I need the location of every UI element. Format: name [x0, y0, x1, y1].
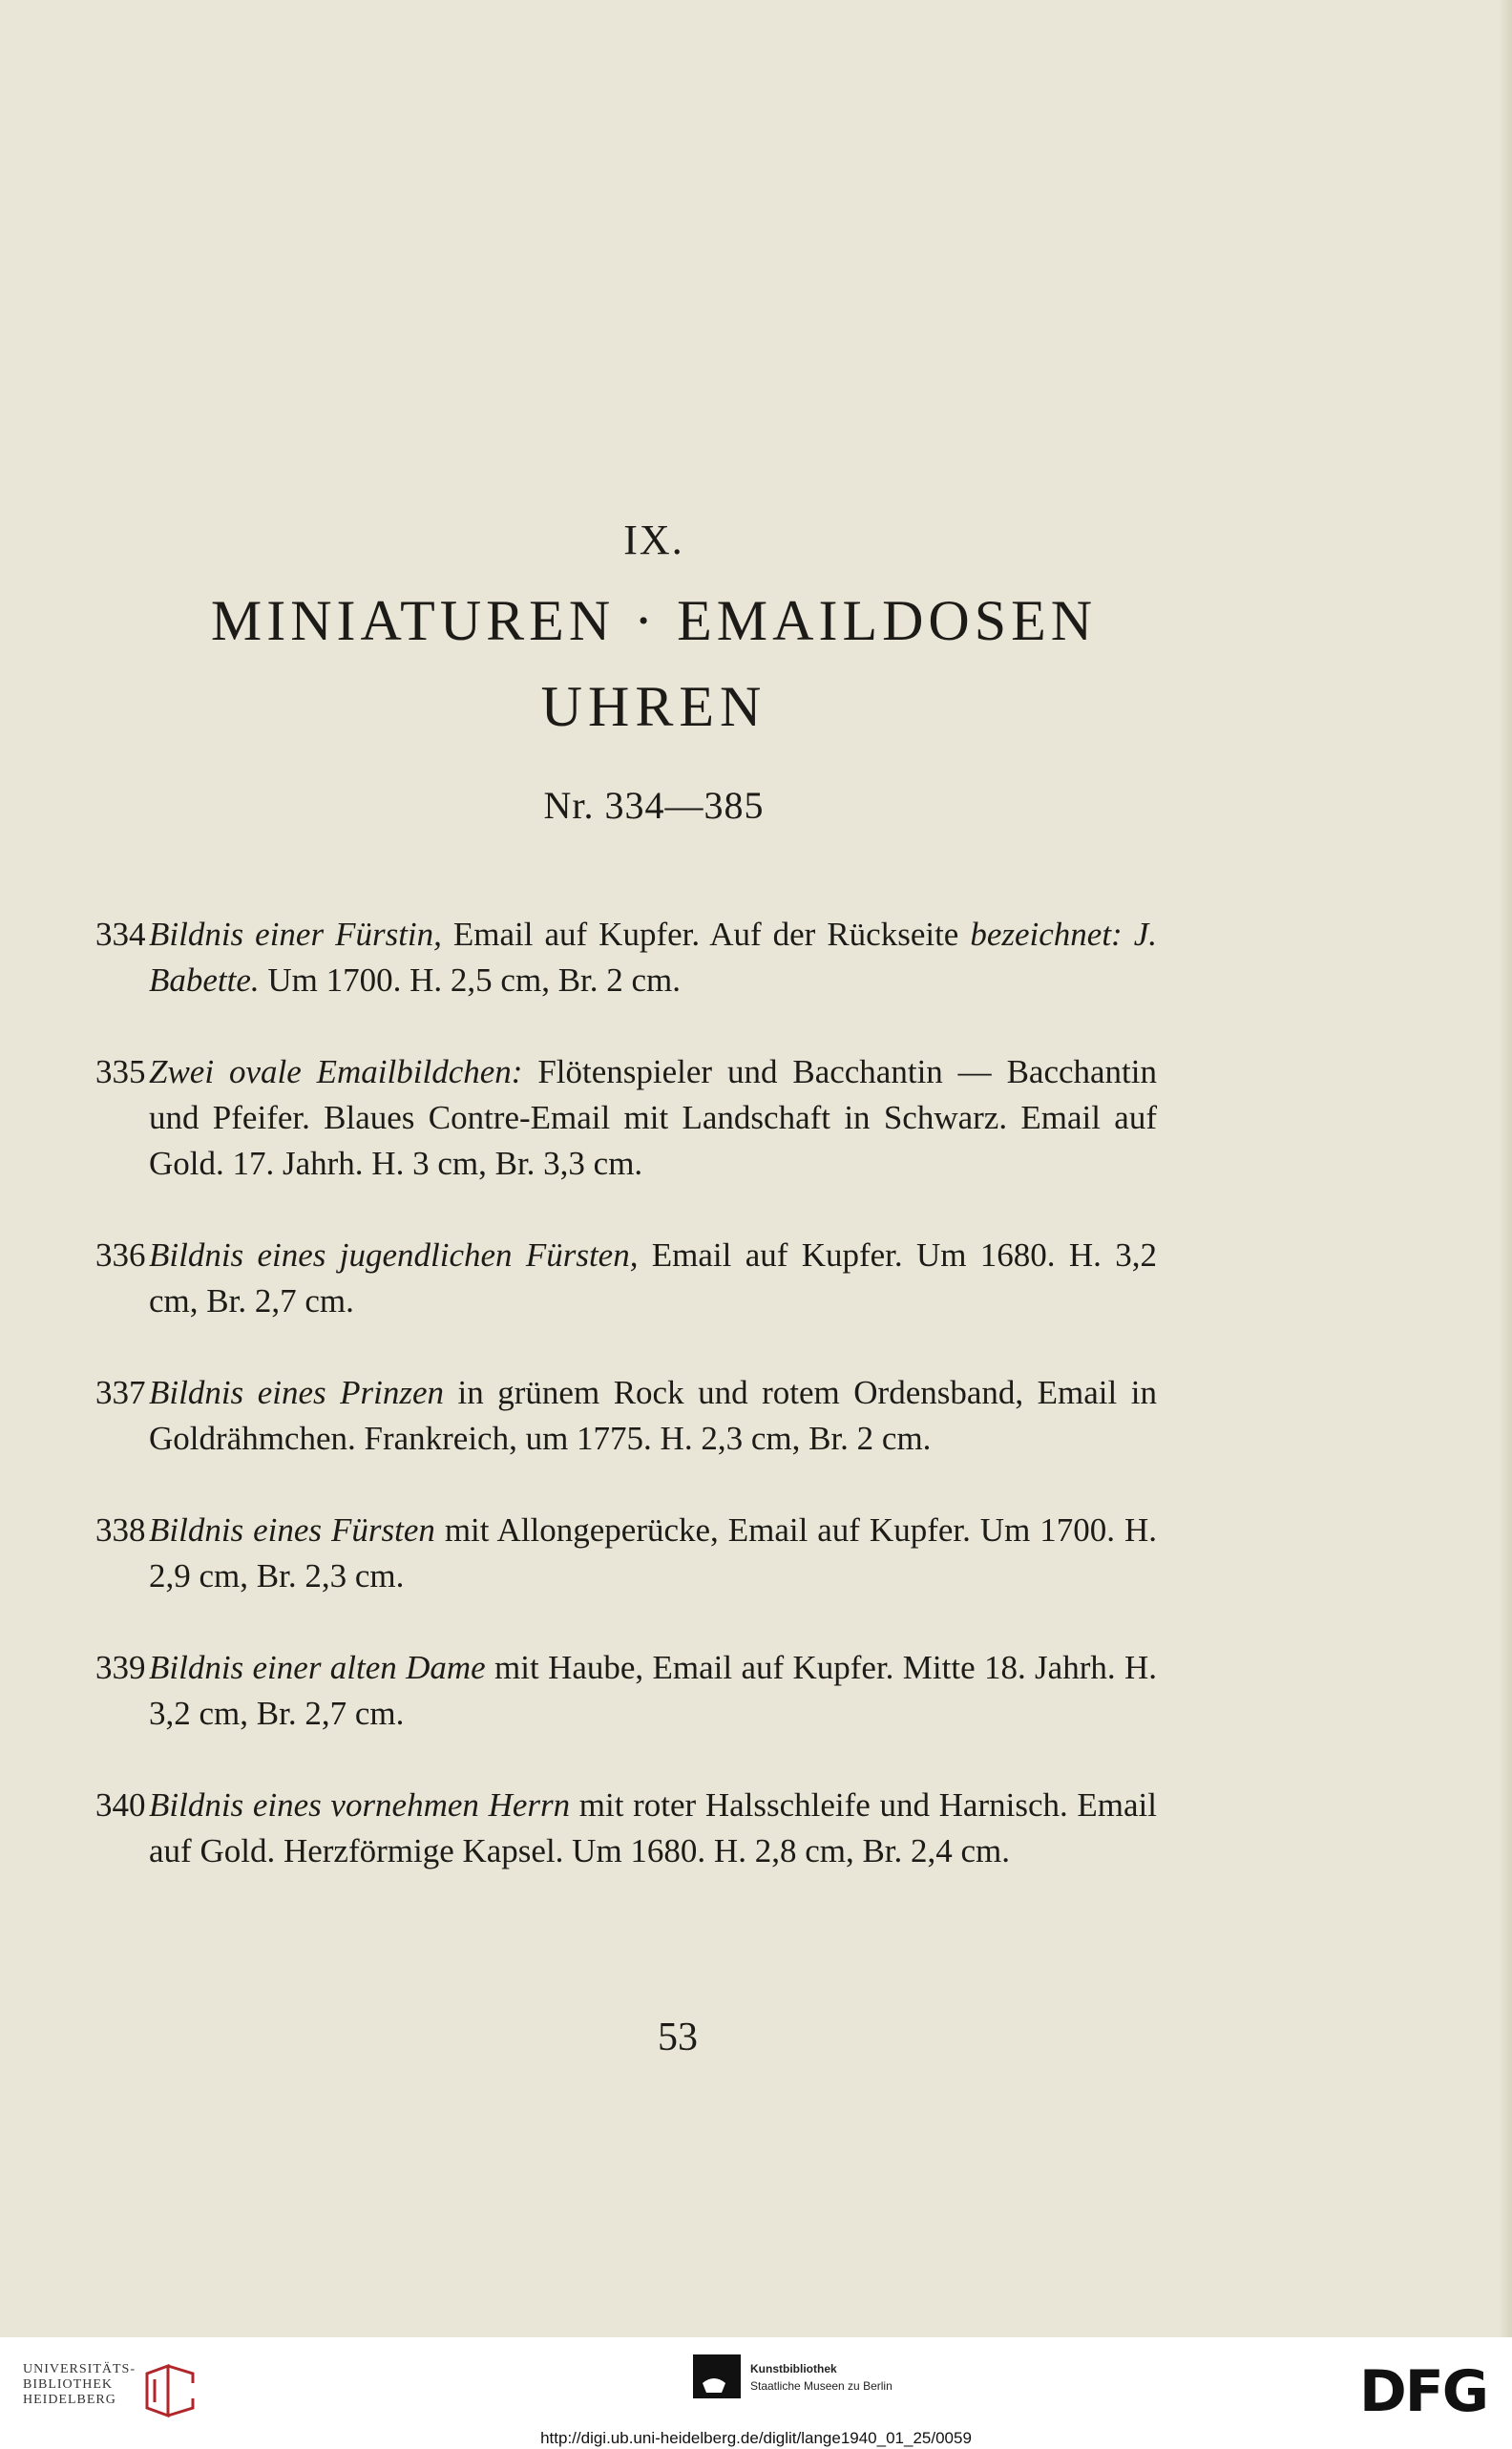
entry-title: Bildnis eines vornehmen Herrn: [149, 1786, 571, 1824]
dfg-logo[interactable]: DFG: [1358, 2358, 1487, 2425]
kunstbibliothek-text: [750, 2360, 892, 2395]
entry-number: 337: [95, 1374, 146, 1411]
kunstbibliothek-logo-icon[interactable]: [693, 2354, 741, 2398]
entry-number: 339: [95, 1649, 146, 1686]
entry-title: Zwei ovale Emailbildchen:: [149, 1053, 523, 1090]
kunstbibliothek-name: Kunstbibliothek: [750, 2362, 837, 2375]
kunstbibliothek-sub: Staatliche Museen zu Berlin: [750, 2379, 892, 2393]
entry-title: Bildnis einer Fürstin,: [149, 916, 442, 953]
entry-title: Bildnis eines Fürsten: [149, 1511, 435, 1549]
page-edge: [1499, 0, 1512, 2337]
entry-title: Bildnis eines jugendlichen Fürsten,: [149, 1236, 639, 1274]
source-url[interactable]: http://digi.ub.uni-heidelberg.de/diglit/lange1940_01_25/0059: [540, 2429, 972, 2447]
catalog-range: Nr. 334—385: [543, 784, 765, 827]
catalog-entry-338: [95, 1508, 1157, 1599]
catalog-entry-334: [95, 912, 1157, 1003]
university-library-name: [23, 2362, 136, 2408]
entry-title: Bildnis einer alten Dame: [149, 1649, 486, 1686]
page-number: 53: [658, 2016, 698, 2059]
entry-title: Bildnis eines Prinzen: [149, 1374, 445, 1411]
catalog-entry-336: [95, 1233, 1157, 1324]
uni-line1: UNIVERSITÄTS-: [23, 2362, 136, 2376]
entry-text: mit roter Halsschleife und Harnisch. Email auf Gold. Herzförmige Kapsel. Um 1680. H. 2,8 cm, Br. 2,4 cm.: [149, 1786, 1157, 1869]
entry-text: in grünem Rock und rotem Ordensband, Email in Goldrähmchen. Frankreich, um 1775. H. 2,3 cm, Br. 2 cm.: [149, 1374, 1158, 1457]
catalog-entry-339: [95, 1645, 1157, 1737]
entry-text: Email auf Kupfer. Um 1680. H. 3,2 cm, Br. 2,7 cm.: [149, 1236, 1157, 1320]
chapter-title-line2: UHREN: [540, 675, 767, 738]
uni-line3: HEIDELBERG: [23, 2393, 116, 2407]
entry-text: Email auf Kupfer. Auf der Rückseite: [441, 916, 971, 953]
catalog-entries: [95, 912, 1157, 1920]
entry-inscription: bezeichnet: J. Babette.: [149, 916, 1157, 999]
entry-number: 340: [95, 1786, 146, 1824]
entry-text: mit Allongeperücke, Email auf Kupfer. Um 1700. H. 2,9 cm, Br. 2,3 cm.: [149, 1511, 1157, 1594]
catalog-entry-337: [95, 1370, 1157, 1462]
entry-number: 335: [95, 1053, 146, 1090]
chapter-title-line1: MINIATUREN · EMAILDOSEN: [210, 589, 1098, 652]
catalog-entry-340: [95, 1783, 1157, 1874]
uni-line2: BIBLIOTHEK: [23, 2377, 113, 2392]
chapter-number: IX.: [623, 517, 684, 563]
entry-number: 338: [95, 1511, 146, 1549]
university-mark-icon: [139, 2364, 206, 2417]
catalog-entry-335: [95, 1049, 1157, 1187]
entry-text: Flötenspieler und Bacchantin — Bacchantin und Pfeifer. Blaues Contre-Email mit Landschaft in Schwarz. Email auf Gold. 17. Jahrh. H. 3 cm, Br. 3,3 cm.: [149, 1053, 1158, 1182]
entry-text-2: Um 1700. H. 2,5 cm, Br. 2 cm.: [259, 961, 682, 999]
university-library-logo[interactable]: [23, 2362, 136, 2408]
entry-number: 334: [95, 916, 146, 953]
digitization-footer: [0, 2337, 1512, 2449]
entry-text: mit Haube, Email auf Kupfer. Mitte 18. Jahrh. H. 3,2 cm, Br. 2,7 cm.: [149, 1649, 1157, 1732]
entry-number: 336: [95, 1236, 146, 1274]
